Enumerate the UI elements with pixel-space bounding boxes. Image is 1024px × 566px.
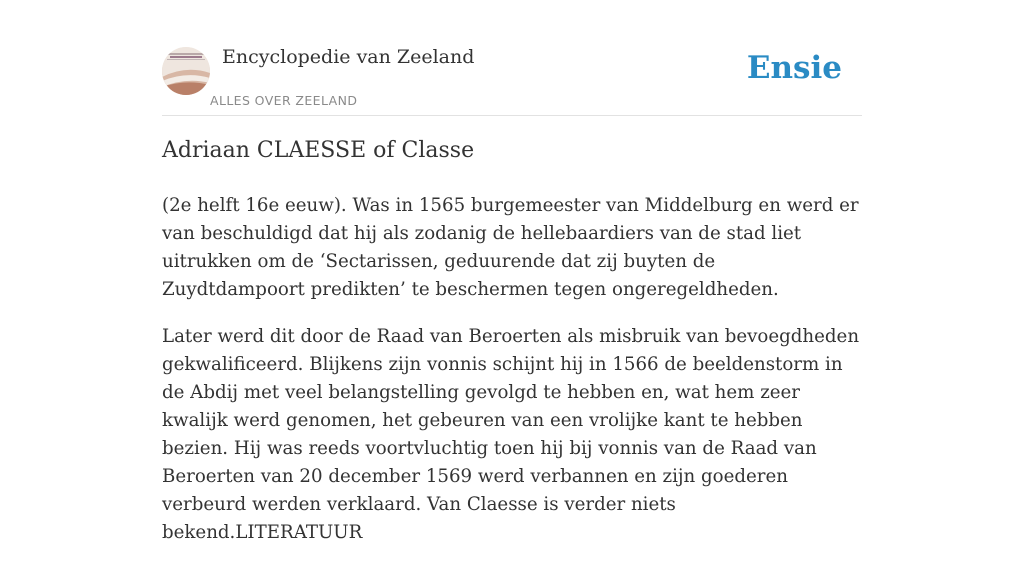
article-title: Adriaan CLAESSE of Classe	[162, 138, 475, 163]
site-tagline: ALLES OVER ZEELAND	[210, 93, 358, 108]
book-photo-icon[interactable]	[162, 47, 210, 95]
article-paragraph: Later werd dit door de Raad van Beroerten als misbruik van bevoegdheden gekwalificeerd. Blijkens zijn vonnis schijnt hij in 1566 de beeldenstorm in de Abdij met veel belangstelling gevolgd te hebben en, wat hem zeer kwalijk werd genomen, het gebeuren van een vrolijke kant te hebben bezien. Hij was reeds voortvluchtig toen hij bij vonnis van de Raad van Beroerten van 20 december 1569 werd verbannen en zijn goederen verbeurd werden verklaard. Van Claesse is verder niets bekend.LITERATUUR	[162, 326, 860, 543]
article-paragraph: (2e helft 16e eeuw). Was in 1565 burgemeester van Middelburg en werd er van beschuldigd dat hij als zodanig de hellebaardiers van de stad liet uitrukken om de ‘Sectarissen, geduurende dat zij buyten de Zuydtdampoort predikten’ te beschermen tegen ongeregeldheden.	[162, 195, 859, 300]
brand-logo[interactable]: Ensie	[746, 50, 842, 86]
site-title[interactable]: Encyclopedie van Zeeland	[222, 46, 475, 68]
site-header	[162, 44, 862, 116]
article-body	[162, 192, 862, 566]
